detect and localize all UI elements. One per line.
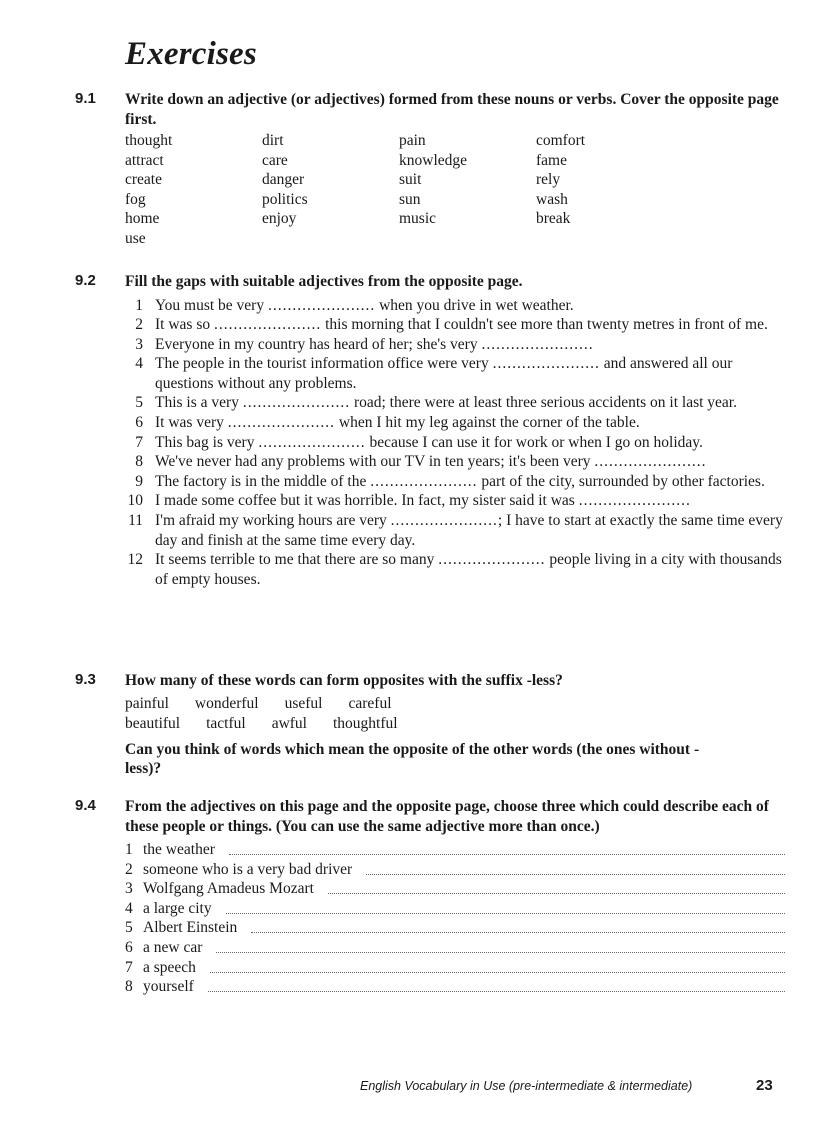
exercise-instruction: From the adjectives on this page and the opposite page, choose three which could describe each of these people or things. (You can use the same adjective more than once.) (125, 798, 769, 835)
exercise-instruction: Write down an adjective (or adjectives) formed from these nouns or verbs. Cover the opposite page first. (125, 91, 779, 128)
answer-row: 8 yourself (125, 977, 785, 997)
word: careful (348, 694, 392, 712)
word: attract (125, 151, 164, 169)
answer-gap[interactable]: ...................... (481, 335, 589, 353)
exercise-number: 9.1 (75, 90, 96, 107)
answer-gap[interactable]: ...................... (258, 433, 366, 451)
word: rely (536, 171, 561, 189)
answer-line[interactable] (226, 899, 785, 914)
answer-row: 5 Albert Einstein (125, 918, 785, 938)
answer-row: 7 a speech (125, 958, 785, 978)
sentence-item: 12 It seems terrible to me that there are so many ...................... people living in a city with thousands of empty houses. (127, 551, 782, 588)
answer-gap[interactable]: ...................... (370, 472, 478, 490)
word: thoughtful (332, 714, 398, 732)
word: fog (125, 190, 146, 208)
word: suit (399, 171, 422, 189)
word: awful (271, 714, 307, 732)
sentence-item: 3 Everyone in my country has heard of her; she's very ....................... (135, 335, 593, 353)
answer-gap[interactable]: ...................... (578, 492, 686, 510)
answer-line[interactable] (216, 938, 785, 953)
sentence-item: 11 I'm afraid my working hours are very ......................; I have to start at exactly the same time every day and finish at the same time every day. (128, 512, 783, 549)
sentence-item: 5 This is a very ...................... road; there were at least three serious accidents on it last year. (135, 394, 737, 412)
book-title-footer: English Vocabulary in Use (pre-intermediate & intermediate) (360, 1079, 693, 1093)
answer-row: 3 Wolfgang Amadeus Mozart (125, 879, 785, 899)
sentence-item: 1 You must be very ...................... when you drive in wet weather. (135, 296, 574, 314)
sentence-item: 8 We've never had any problems with our TV in ten years; it's been very ....................... (135, 453, 706, 471)
word: politics (262, 190, 308, 208)
exercise-instruction: How many of these words can form opposites with the suffix -less? (125, 672, 563, 689)
word: useful (284, 694, 323, 712)
answer-line[interactable] (229, 840, 785, 855)
exercise-question: Can you think of words which mean the opposite of the other words (the ones without -less)? (125, 740, 700, 777)
answer-line[interactable] (328, 879, 785, 894)
word: danger (262, 171, 305, 189)
answer-row: 2 someone who is a very bad driver (125, 860, 785, 880)
word: home (125, 210, 160, 228)
exercise-instruction: Fill the gaps with suitable adjectives from the opposite page. (125, 273, 523, 290)
word: create (125, 171, 162, 189)
answer-line[interactable] (210, 958, 785, 973)
exercise-number: 9.4 (75, 797, 96, 814)
sentence-item: 6 It was very ...................... when I hit my leg against the corner of the table. (135, 414, 640, 432)
word: pain (399, 132, 426, 149)
answer-row: 4 a large city (125, 899, 785, 919)
sentence-item: 7 This bag is very ...................... because I can use it for work or when I go on holiday. (135, 433, 703, 451)
answer-list (125, 840, 785, 997)
answer-row: 1 the weather (125, 840, 785, 860)
word-row (125, 694, 785, 714)
word: fame (536, 151, 567, 169)
sentence-item: 9 The factory is in the middle of the ...................... part of the city, surrounded by other factories. (135, 472, 765, 490)
answer-gap[interactable]: ...................... (492, 355, 600, 373)
word: knowledge (399, 151, 468, 169)
word: sun (399, 190, 421, 208)
sentence-item: 2 It was so ...................... this morning that I couldn't see more than twenty metres in front of me. (135, 316, 768, 334)
word: enjoy (262, 210, 297, 228)
word: dirt (262, 132, 284, 149)
answer-line[interactable] (208, 977, 785, 992)
answer-gap[interactable]: ...................... (242, 394, 351, 412)
sentence-list (125, 296, 785, 590)
answer-gap[interactable]: ...................... (390, 512, 498, 530)
page-title: Exercises (125, 36, 257, 72)
word: wonderful (194, 694, 259, 712)
word: break (536, 210, 571, 228)
page-number: 23 (756, 1077, 773, 1094)
sentence-item: 10 I made some coffee but it was horrible. In fact, my sister said it was ....................... (127, 492, 690, 510)
answer-gap[interactable]: ...................... (267, 296, 376, 314)
word: painful (125, 694, 169, 712)
answer-gap[interactable]: ...................... (594, 453, 702, 471)
word-grid (125, 131, 785, 249)
word-row (125, 714, 785, 734)
word: wash (536, 190, 568, 208)
exercise-number: 9.2 (75, 272, 96, 289)
answer-gap[interactable]: ...................... (227, 414, 335, 432)
word: tactful (206, 714, 246, 732)
word: beautiful (125, 714, 181, 732)
answer-row: 6 a new car (125, 938, 785, 958)
answer-gap[interactable]: ...................... (438, 551, 546, 569)
exercise-number: 9.3 (75, 671, 96, 688)
word: care (262, 151, 288, 169)
word: comfort (536, 132, 586, 149)
word: thought (125, 132, 173, 149)
answer-line[interactable] (366, 860, 785, 875)
word: music (399, 210, 437, 228)
answer-line[interactable] (251, 918, 785, 933)
answer-gap[interactable]: ...................... (213, 316, 322, 334)
sentence-item: 4 The people in the tourist information office were very ...................... and answered all our questions without any problems. (135, 355, 733, 392)
word: use (125, 229, 146, 247)
